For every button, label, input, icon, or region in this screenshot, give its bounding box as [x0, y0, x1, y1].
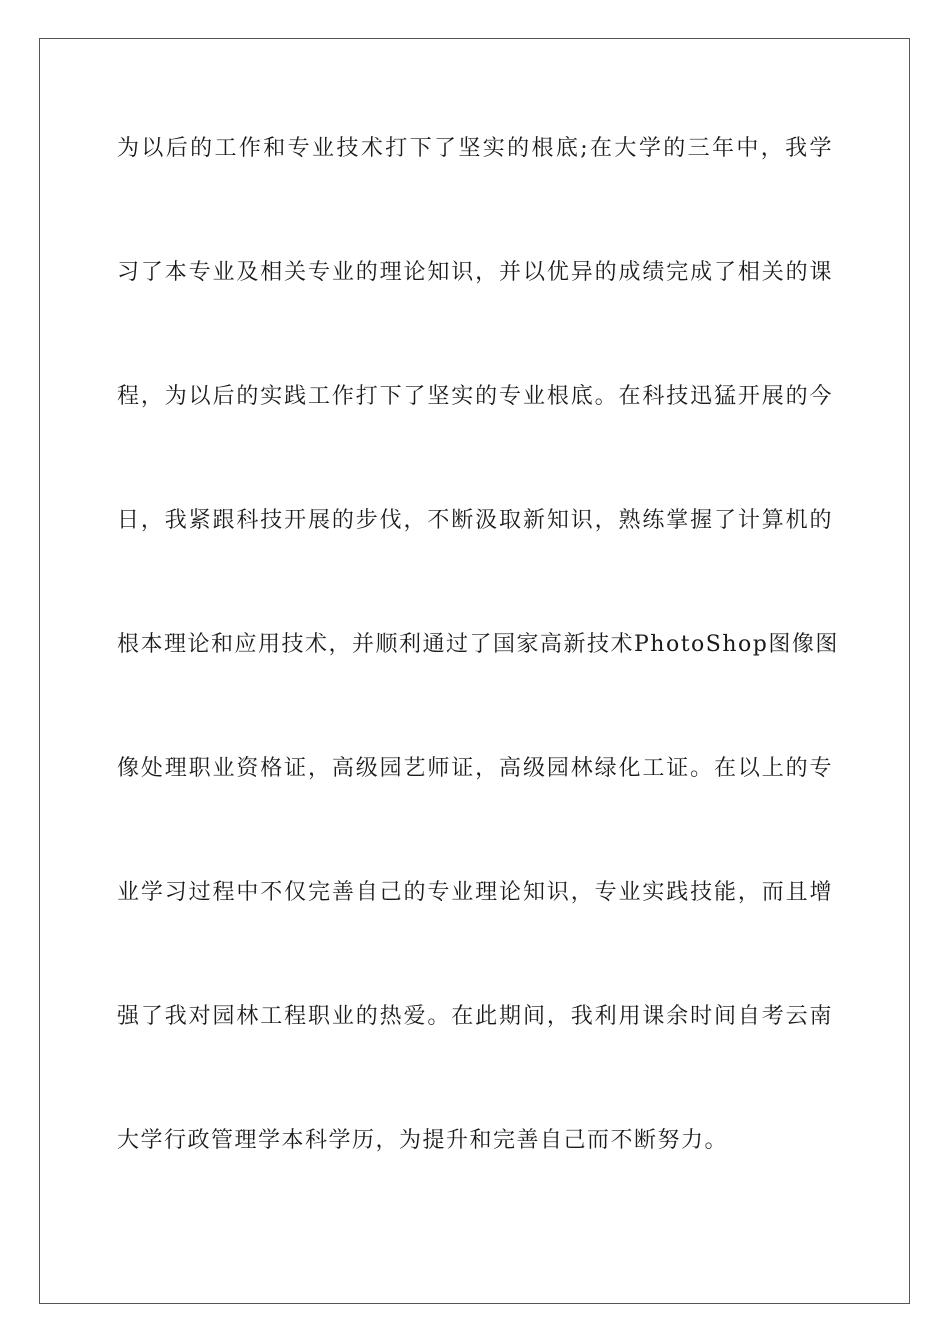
paragraph-line-1: 为以后的工作和专业技术打下了坚实的根底;在大学的三年中，我学	[117, 136, 833, 161]
paragraph-line-6: 像处理职业资格证，高级园艺师证，高级园林绿化工证。在以上的专	[117, 756, 833, 781]
paragraph-line-9: 大学行政管理学本科学历，为提升和完善自己而不断努力。	[117, 1128, 729, 1153]
page-frame	[39, 38, 910, 1304]
paragraph-line-3: 程，为以后的实践工作打下了坚实的专业根底。在科技迅猛开展的今	[117, 384, 833, 409]
paragraph-line-4: 日，我紧跟科技开展的步伐，不断汲取新知识，熟练掌握了计算机的	[117, 508, 833, 533]
paragraph-line-2: 习了本专业及相关专业的理论知识，并以优异的成绩完成了相关的课	[117, 260, 833, 285]
paragraph-line-7: 业学习过程中不仅完善自己的专业理论知识，专业实践技能，而且增	[117, 880, 833, 905]
paragraph-line-5: 根本理论和应用技术，并顺利通过了国家高新技术PhotoShop图像图	[117, 632, 839, 657]
paragraph-line-8: 强了我对园林工程职业的热爱。在此期间，我利用课余时间自考云南	[117, 1004, 833, 1029]
